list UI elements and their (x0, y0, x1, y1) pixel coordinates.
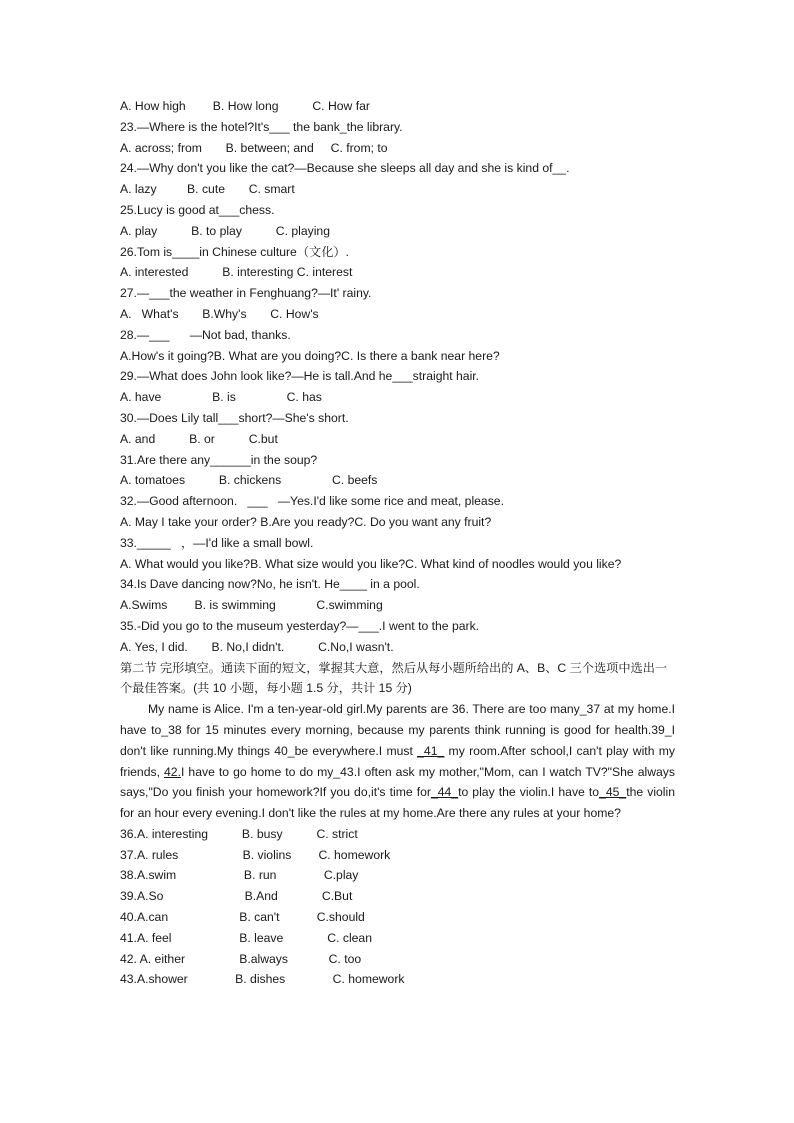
exam-line: A. What would you like?B. What size would you like?C. What kind of noodles would you like? (120, 556, 622, 571)
exam-line: A. have B. is C. has (120, 390, 322, 405)
passage-text: to play the violin.I have to (458, 785, 600, 800)
exam-line: 41.A. feel B. leave C. clean (120, 930, 372, 945)
exam-line: A. and B. or C.but (120, 431, 278, 446)
exam-line: 29.—What does John look like?—He is tall.And he___straight hair. (120, 369, 480, 384)
exam-line: 23.—Where is the hotel?It's___ the bank_the library. (120, 119, 403, 134)
exam-line: 34.Is Dave dancing now?No, he isn't. He____ in a pool. (120, 577, 420, 592)
exam-line: 43.A.shower B. dishes C. homework (120, 972, 405, 987)
exam-line: 25.Lucy is good at___chess. (120, 202, 275, 217)
exam-line: 26.Tom is____in Chinese culture（文化）. (120, 244, 349, 259)
exam-line: 35.-Did you go to the museum yesterday?—___.I went to the park. (120, 618, 480, 633)
exam-line: A. play B. to play C. playing (120, 223, 330, 238)
exam-line: A.How's it going?B. What are you doing?C. Is there a bank near here? (120, 348, 500, 363)
passage-text: I have to go home to do my_43.I often ask my mother,"Mom, can I watch TV?"She always says,"Do you finish your homework?If you do,it's time for (120, 764, 675, 800)
exam-line: 33._____ ，—I'd like a small bowl. (120, 535, 314, 550)
question-list-bottom (120, 824, 675, 990)
blank-42: 42. (164, 764, 181, 779)
exam-line: A. May I take your order? B.Are you ready?C. Do you want any fruit? (120, 514, 492, 529)
exam-line: A. Yes, I did. B. No,I didn't. C.No,I wasn't. (120, 639, 394, 654)
exam-page (120, 96, 675, 990)
exam-line: 28.—___ —Not bad, thanks. (120, 327, 291, 342)
blank-41: _41_ (417, 743, 445, 758)
exam-line: 36.A. interesting B. busy C. strict (120, 826, 358, 841)
exam-line: 42. A. either B.always C. too (120, 951, 362, 966)
passage-text: My name is Alice. I'm a ten-year-old girl.My parents are 36. There are too many_37 at my home.I have to_38 for 15 minutes every morning, because my parents think running is good for health.39_I don't like running.My things 40_be everywhere.I must (120, 702, 675, 758)
passage-text: the violin for an hour every evening.I don't like the rules at my home.Are there any rules at your home? (120, 785, 675, 821)
exam-line: A.Swims B. is swimming C.swimming (120, 598, 383, 613)
exam-line: 31.Are there any______in the soup? (120, 452, 318, 467)
question-list-top (120, 96, 675, 658)
cloze-passage (120, 699, 675, 824)
exam-line: A. What's B.Why's C. How's (120, 306, 319, 321)
exam-line: 32.—Good afternoon. ___ —Yes.I'd like some rice and meat, please. (120, 494, 504, 509)
exam-line: 24.—Why don't you like the cat?—Because she sleeps all day and she is kind of__. (120, 161, 570, 176)
exam-line: A. How high B. How long C. How far (120, 99, 370, 113)
blank-45: _45_ (599, 785, 627, 800)
exam-line: 38.A.swim B. run C.play (120, 868, 359, 883)
exam-line: 30.—Does Lily tall___short?—She's short. (120, 410, 349, 425)
exam-line: 27.—___the weather in Fenghuang?—It' rainy. (120, 286, 372, 301)
section-heading: 第二节 完形填空。通读下面的短文，掌握其大意，然后从每小题所给出的 A、B、C 三个选项中选出一个最佳答案。(共 10 小题，每小题 1.5 分，共计 15 分) (120, 660, 668, 696)
exam-line: A. tomatoes B. chickens C. beefs (120, 473, 378, 488)
exam-line: A. lazy B. cute C. smart (120, 182, 295, 197)
exam-line: 40.A.can B. can't C.should (120, 910, 365, 925)
blank-44: _44_ (430, 785, 459, 800)
exam-line: A. across; from B. between; and C. from; to (120, 140, 388, 155)
exam-line: 39.A.So B.And C.But (120, 889, 353, 904)
exam-line: 37.A. rules B. violins C. homework (120, 847, 391, 862)
exam-line: A. interested B. interesting C. interest (120, 265, 353, 280)
passage-text: my room.After school,I can't play with my friends, (120, 743, 675, 779)
